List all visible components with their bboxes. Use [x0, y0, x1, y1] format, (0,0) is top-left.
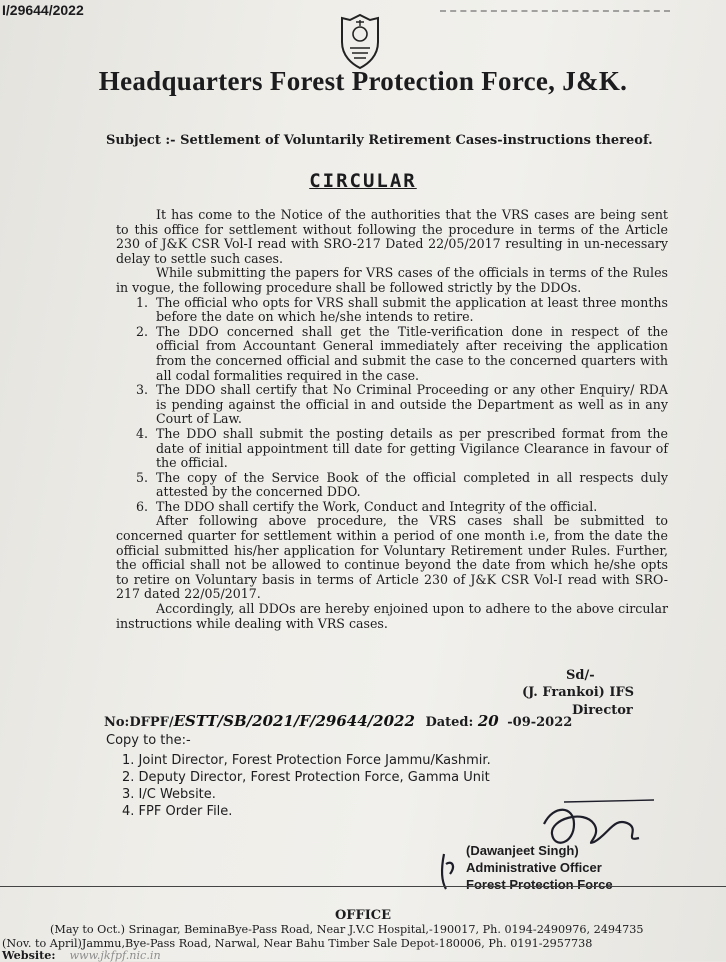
list-text: The DDO concerned shall get the Title-verification done in respect of the official from Accountant General immediately after receiving the application from the concerned official and submit the case to the concerned quarters with all codal formalities required in the case. — [156, 323, 668, 383]
list-item — [116, 325, 668, 383]
signatory-designation: Director — [572, 703, 633, 718]
list-text: The DDO shall submit the posting details as per prescribed format from the date of initial appointment till date for getting Vigilance Clearance in favour of the official. — [156, 425, 668, 471]
circular-body — [116, 208, 668, 631]
copy-item: 1. Joint Director, Forest Protection Force Jammu/Kashmir. — [122, 753, 491, 768]
website-label: Website: — [2, 948, 56, 962]
list-number: 5. — [136, 469, 149, 485]
footer-address-srinagar: (May to Oct.) Srinagar, BeminaBye-Pass Road, Near J.V.C Hospital,-190017, Ph. 0194-2490976, 2494735 — [50, 923, 644, 936]
list-item — [116, 471, 668, 500]
footer-website — [2, 948, 161, 962]
reference-number: I/29644/2022 — [2, 2, 84, 18]
footer-address-jammu: (Nov. to April)Jammu,Bye-Pass Road, Narwal, Near Bahu Timber Sale Depot-180006, Ph. 0191-2957738 — [2, 937, 593, 950]
copy-item: 4. FPF Order File. — [122, 804, 233, 819]
paragraph-procedure-intro: While submitting the papers for VRS cases of the officials in terms of the Rules in vogue, the following procedure shall be followed strictly by the DDOs. — [116, 265, 668, 295]
dated-handwritten: 20 — [477, 712, 499, 730]
list-item — [116, 383, 668, 427]
officer-organisation: Forest Protection Force — [466, 877, 613, 892]
order-number-handwritten: ESTT/SB/2021/F/29644/2022 — [173, 712, 415, 730]
list-text: The copy of the Service Book of the official completed in all respects duly attested by the concerned DDO. — [156, 469, 668, 500]
emblem-icon — [334, 12, 386, 70]
list-text: The official who opts for VRS shall submit the application at least three months before the date on which he/she intends to retire. — [156, 294, 668, 325]
signatory-name: (J. Frankoi) IFS — [522, 685, 635, 700]
copy-item: 3. I/C Website. — [122, 787, 216, 802]
footer-divider — [0, 886, 726, 887]
dated-rest: -09-2022 — [507, 715, 573, 730]
list-number: 4. — [136, 425, 149, 441]
copy-item: 2. Deputy Director, Forest Protection Force, Gamma Unit — [122, 770, 490, 785]
officer-designation: Administrative Officer — [466, 860, 602, 875]
list-number: 2. — [136, 323, 149, 339]
list-number: 1. — [136, 294, 149, 310]
website-link[interactable]: www.jkfpf.nic.in — [69, 949, 161, 962]
list-text: The DDO shall certify the Work, Conduct and Integrity of the official. — [156, 498, 598, 514]
list-number: 6. — [136, 498, 149, 514]
officer-name: (Dawanjeet Singh) — [466, 843, 579, 858]
circular-heading: CIRCULAR — [309, 170, 417, 192]
list-text: The DDO shall certify that No Criminal Proceeding or any other Enquiry/ RDA is pending against the official in and outside the Department as well as in any Court of Law. — [156, 382, 668, 427]
list-item — [116, 296, 668, 325]
list-number: 3. — [136, 382, 149, 398]
order-number-label: No:DFPF/ — [104, 715, 174, 730]
paragraph-submission: After following above procedure, the VRS cases shall be submitted to concerned quarter for settlement within a period of one month i.e, from the date the official submitted his/her application for Voluntary Retirement under Rules. Further, the official shall not be allowed to continue beyond the date from which he/she opts to retire on Voluntary basis in terms of Article 230 of J&K CSR Vol-I read with SRO-217 dated 22/05/2017. — [116, 513, 668, 602]
header-rule — [440, 0, 670, 12]
paragraph-intro: It has come to the Notice of the authorities that the VRS cases are being sent to this office for settlement without following the procedure in terms of the Article 230 of J&K CSR Vol-I read with SRO-217 Dated 22/05/2017 resulting in un-necessary delay to settle such cases. — [116, 207, 668, 266]
footer-office-heading: OFFICE — [334, 908, 392, 923]
signature-sd: Sd/- — [566, 668, 595, 683]
page-title: Headquarters Forest Protection Force, J&K. — [98, 66, 628, 96]
copy-to-label: Copy to the:- — [106, 733, 191, 748]
order-number — [104, 712, 572, 730]
paragraph-accordingly: Accordingly, all DDOs are hereby enjoined upon to adhere to the above circular instructions while dealing with VRS cases. — [116, 601, 668, 631]
dated-label: Dated: — [425, 715, 474, 730]
procedure-list — [116, 296, 668, 515]
subject-line: Subject :- Settlement of Voluntarily Retirement Cases-instructions thereof. — [106, 133, 653, 148]
list-item — [116, 500, 668, 515]
list-item — [116, 427, 668, 471]
